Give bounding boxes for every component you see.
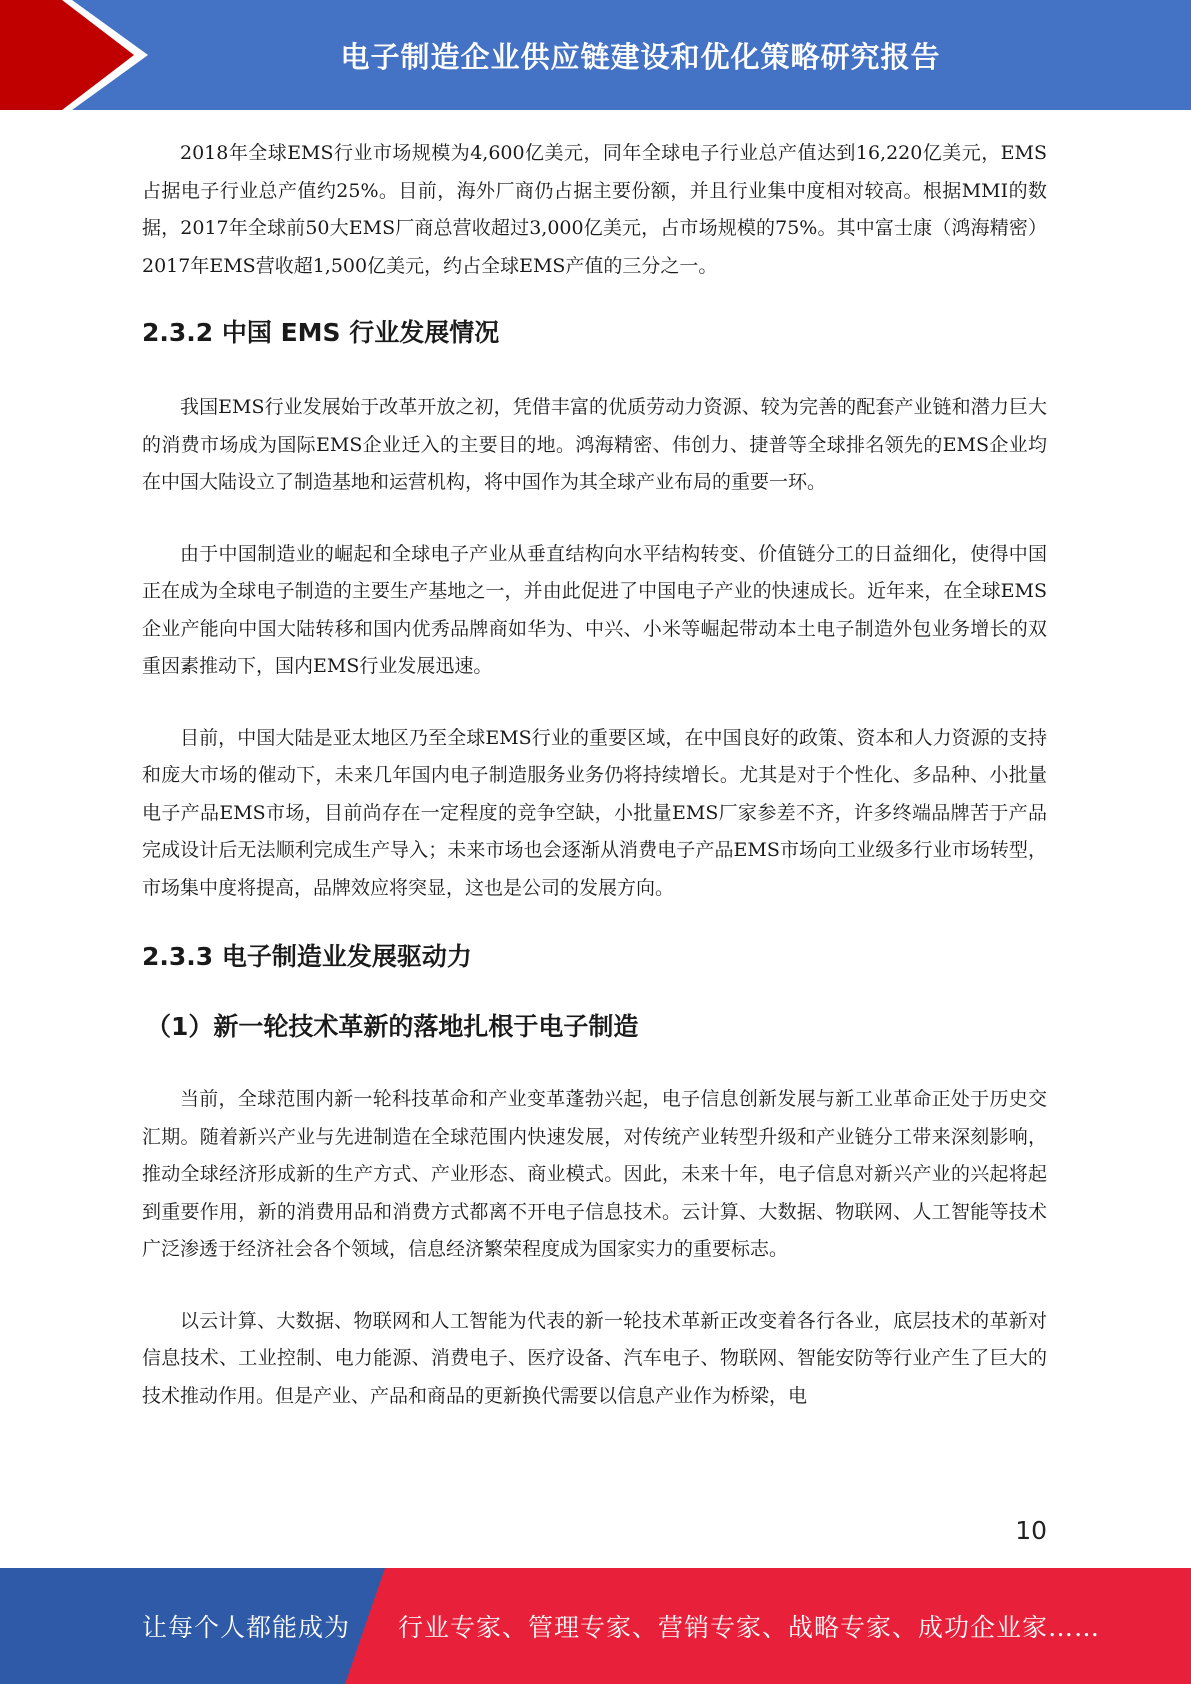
intro-paragraph: 2018年全球EMS行业市场规模为4,600亿美元，同年全球电子行业总产值达到16,220亿美元，EMS占据电子行业总产值约25%。目前，海外厂商仍占据主要份额，并且行业集中度相对较高。根据MMI的数据，2017年全球前50大EMS厂商总营收超过3,000亿美元，占市场规模的75%。其中富士康（鸿海精密）2017年EMS营收超1,500亿美元，约占全球EMS产值的三分之一。 bbox=[142, 142, 1047, 277]
section-heading-2-3-2: 2.3.2 中国 EMS 行业发展情况 bbox=[142, 318, 500, 347]
footer-slogan-right: 行业专家、管理专家、营销专家、战略专家、成功企业家…… bbox=[398, 1613, 1101, 1642]
page-footer bbox=[0, 1568, 1191, 1684]
paragraph: 当前，全球范围内新一轮科技革命和产业变革蓬勃兴起，电子信息创新发展与新工业革命正处于历史交汇期。随着新兴产业与先进制造在全球范围内快速发展，对传统产业转型升级和产业链分工带来深刻影响，推动全球经济形成新的生产方式、产业形态、商业模式。因此，未来十年，电子信息对新兴产业的兴起将起到重要作用，新的消费用品和消费方式都离不开电子信息技术。云计算、大数据、物联网、人工智能等技术广泛渗透于经济社会各个领域，信息经济繁荣程度成为国家实力的重要标志。 bbox=[142, 1088, 1047, 1260]
paragraph: 由于中国制造业的崛起和全球电子产业从垂直结构向水平结构转变、价值链分工的日益细化，使得中国正在成为全球电子制造的主要生产基地之一，并由此促进了中国电子产业的快速成长。近年来，在全球EMS企业产能向中国大陆转移和国内优秀品牌商如华为、中兴、小米等崛起带动本土电子制造外包业务增长的双重因素推动下，国内EMS行业发展迅速。 bbox=[142, 542, 1047, 677]
paragraph: 以云计算、大数据、物联网和人工智能为代表的新一轮技术革新正改变着各行各业，底层技术的革新对信息技术、工业控制、电力能源、消费电子、医疗设备、汽车电子、物联网、智能安防等行业产生了巨大的技术推动作用。但是产业、产品和商品的更新换代需要以信息产业作为桥梁，电 bbox=[142, 1309, 1047, 1407]
paragraph: 我国EMS行业发展始于改革开放之初，凭借丰富的优质劳动力资源、较为完善的配套产业链和潜力巨大的消费市场成为国际EMS企业迁入的主要目的地。鸿海精密、伟创力、捷普等全球排名领先的EMS企业均在中国大陆设立了制造基地和运营机构，将中国作为其全球产业布局的重要一环。 bbox=[142, 396, 1047, 493]
footer-slogan-left: 让每个人都能成为 bbox=[142, 1613, 351, 1642]
document-body bbox=[142, 135, 1047, 1415]
page-number: 10 bbox=[1015, 1516, 1047, 1545]
paragraph: 目前，中国大陆是亚太地区乃至全球EMS行业的重要区域，在中国良好的政策、资本和人力资源的支持和庞大市场的催动下，未来几年国内电子制造服务业务仍将持续增长。尤其是对于个性化、多品种、小批量电子产品EMS市场，目前尚存在一定程度的竞争空缺，小批量EMS厂家参差不齐，许多终端品牌苦于产品完成设计后无法顺利完成生产导入；未来市场也会逐渐从消费电子产品EMS市场向工业级多行业市场转型，市场集中度将提高，品牌效应将突显，这也是公司的发展方向。 bbox=[142, 726, 1047, 899]
page-header bbox=[0, 0, 1191, 110]
subsection-heading: （1）新一轮技术革新的落地扎根于电子制造 bbox=[146, 1012, 639, 1041]
chevron-arrow-icon bbox=[0, 0, 170, 110]
report-title: 电子制造企业供应链建设和优化策略研究报告 bbox=[340, 39, 941, 74]
section-heading-2-3-3: 2.3.3 电子制造业发展驱动力 bbox=[142, 942, 472, 971]
